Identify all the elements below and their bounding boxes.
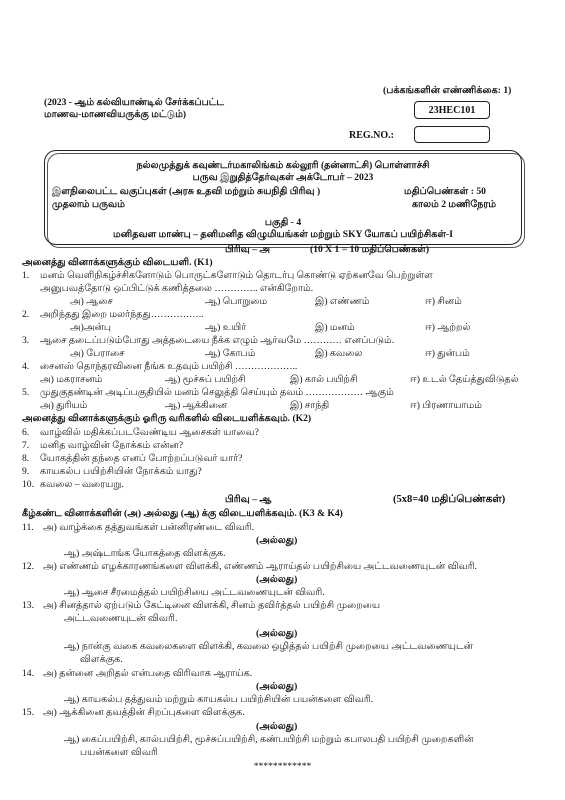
q15-number: 15. xyxy=(22,707,34,718)
q8-number: 8. xyxy=(22,453,30,464)
q1-option-b: ஆ) பொறுமை xyxy=(205,296,268,307)
exam-title: பருவ இறுதித்தேர்வுகள் அக்டோபர் – 2023 xyxy=(192,172,374,183)
q15-option-a: அ) ஆக்கினை தவத்தின் சிறப்புகளை விளக்குக. xyxy=(43,707,245,718)
q14-option-a: அ) தன்னை அறிதல் என்பதை விரிவாக ஆராய்க. xyxy=(43,668,253,679)
max-marks: மதிப்பெண்கள் : 50 xyxy=(404,186,486,197)
q1-option-a: அ) ஆசை xyxy=(70,296,113,307)
q4-option-b: ஆ) மூச்சுப் பயிற்சி xyxy=(165,374,246,385)
q11-or: (அல்லது) xyxy=(256,535,298,546)
q2-option-b: ஆ) உயிர் xyxy=(205,322,247,333)
q15-option-b: ஆ) கைப்பயிற்சி, கால்பயிற்சி, மூச்சுப்பயிற்சி, கண்பயிற்சி மற்றும் கபாலபதி பயிற்சி முறைகளின் xyxy=(64,734,474,745)
q1-text-line2: அனுபவத்தோடு ஒப்பிட்டுக் கணித்தலை ………….. என்கிறோம். xyxy=(40,283,314,294)
q2-text: அறிந்தது இறை மலர்ந்தது…………….. xyxy=(40,309,204,320)
q3-text: ஆசை தடைப்படும்போது அத்தடையை நீக்க எழும் ஆர்வமே ………… எனப்படும். xyxy=(40,335,395,346)
subject-title: மனிதவள மாண்பு – தனிமனித விழுமியங்கள் மற்றும் SKY யோகப் பயிற்சிகள்-I xyxy=(113,229,453,240)
q10-number: 10. xyxy=(22,479,34,490)
q14-option-b: ஆ) காயகல்ப தத்துவம் மற்றும் காயகல்ப பயிற்சியின் பயன்களை விவரி. xyxy=(64,694,374,705)
q13-number: 13. xyxy=(22,600,34,611)
q1-option-c: இ) எண்ணம் xyxy=(315,296,370,307)
q5-option-c: இ) சாந்தி xyxy=(290,400,330,411)
q3-option-d: ஈ) துன்பம் xyxy=(425,348,470,359)
q3-option-a: அ) பேராசை xyxy=(70,348,125,359)
q2-option-a: அ)அன்பு xyxy=(70,322,111,333)
q12-or: (அல்லது) xyxy=(256,574,298,585)
q11-number: 11. xyxy=(22,522,34,533)
q14-or: (அல்லது) xyxy=(256,681,298,692)
q3-option-c: இ) கவலை xyxy=(315,348,363,359)
q4-option-d: ஈ) உடல் தேய்த்துவிடுதல் xyxy=(410,374,519,385)
q5-option-a: அ) துரியம் xyxy=(40,400,88,411)
q5-number: 5. xyxy=(22,387,30,398)
course-info: இளநிலைபட்ட வகுப்புகள் (அரசு உதவி மற்றும் சுயநிதி பிரிவு ) xyxy=(52,186,321,197)
section-a-label: பிரிவு – அ xyxy=(225,244,271,255)
end-marker: ************ xyxy=(253,761,312,772)
q4-option-c: இ) கால் பயிற்சி xyxy=(290,374,358,385)
q2-option-d: ஈ) ஆற்றல் xyxy=(425,322,471,333)
q6-text: வாழ்வில் மதிக்கப்படவேண்டிய ஆசைகள் யாவை? xyxy=(40,427,259,438)
section-b-marks: (5x8=40 மதிப்பெண்கள்) xyxy=(393,494,506,505)
q1-option-d: ஈ) சினம் xyxy=(425,296,462,307)
q12-number: 12. xyxy=(22,561,34,572)
q9-number: 9. xyxy=(22,466,30,477)
short-answer-instruction: அனைத்து வினாக்களுக்கும் ஓரிரு வரிகளில் விடையளிக்கவும். (K2) xyxy=(22,413,312,424)
q13-or: (அல்லது) xyxy=(256,628,298,639)
reg-no-field[interactable] xyxy=(414,126,490,143)
page-count: (பக்கங்களின் எண்ணிக்கை: 1) xyxy=(383,85,512,96)
q5-option-b: ஆ) ஆக்கினை xyxy=(165,400,228,411)
q7-text: மனித வாழ்வின் நோக்கம் என்ன? xyxy=(40,440,184,451)
q4-text: சைனஸ் தொந்தரவினை நீங்க உதவும் பயிற்சி ……………….. xyxy=(40,361,298,372)
q13-option-b-line2: விளக்குக. xyxy=(80,654,123,665)
semester: முதலாம் பருவம் xyxy=(52,199,125,210)
q2-number: 2. xyxy=(22,309,30,320)
q6-number: 6. xyxy=(22,427,30,438)
q15-option-b-line2: பயன்களை விவரி xyxy=(80,747,158,758)
course-code-box: 23HEC101 xyxy=(414,101,490,119)
college-name: நல்லமுத்துக் கவுண்டர்மகாலிங்கம் கல்லூரி (தன்னாட்சி) பொள்ளாச்சி xyxy=(136,160,430,171)
q3-number: 3. xyxy=(22,335,30,346)
q14-number: 14. xyxy=(22,668,34,679)
q15-or: (அல்லது) xyxy=(256,721,298,732)
batch-note-line1: (2023 - ஆம் கல்வியாண்டில் சேர்க்கப்பட்ட xyxy=(44,97,225,108)
q13-option-a-line2: அட்டவணையுடன் விவரி. xyxy=(64,613,178,624)
section-a-marks: (10 X 1 = 10 மதிப்பெண்கள்) xyxy=(310,244,430,255)
section-a-instruction: அனைத்து வினாக்களுக்கும் விடையளி. (K1) xyxy=(22,257,213,268)
q7-number: 7. xyxy=(22,440,30,451)
q1-number: 1. xyxy=(22,270,30,281)
q2-option-c: இ) மனம் xyxy=(315,322,355,333)
q10-text: கவலை – வரையறு. xyxy=(40,479,124,490)
batch-note-line2: மாணவ-மாணவியருக்கு மட்டும்) xyxy=(44,109,187,120)
reg-no-label: REG.NO.: xyxy=(349,130,394,141)
q5-option-d: ஈ) பிரணாயாமம் xyxy=(410,400,482,411)
section-b-instruction: கீழ்கண்ட வினாக்களின் (அ) அல்லது (ஆ) க்கு விடையளிக்கவும். (K3 & K4) xyxy=(22,508,343,519)
q9-text: காயகல்ப பயிற்சியின் நோக்கம் யாது? xyxy=(40,466,202,477)
q5-text: முதுகுதண்டின் அடிப்பகுதியில் மனம் செலுத்தி செய்யும் தவம் ……………… ஆகும் xyxy=(40,387,394,398)
q12-option-b: ஆ) ஆசை சீரமைத்தல் பயிற்சியை அட்டவணையுடன் விவரி. xyxy=(64,587,325,598)
q13-option-a: அ) சினத்தால் ஏற்படும் கேட்டினை விளக்கி, சினம் தவிர்த்தல் பயிற்சி முறையை xyxy=(43,600,381,611)
section-b-label: பிரிவு – ஆ xyxy=(225,494,272,505)
q4-number: 4. xyxy=(22,361,30,372)
q8-text: யோகத்தின் தந்தை எனப் போற்றப்படுவர் யார்? xyxy=(40,453,243,464)
q11-option-b: ஆ) அஷ்டாங்க யோகத்தை விளக்குக. xyxy=(64,548,226,559)
q12-option-a: அ) எண்ணம் எழக்காரணங்களை விளக்கி, எண்ணம் ஆராய்தல் பயிற்சியை அட்டவணையுடன் விவரி. xyxy=(43,561,478,572)
part-label: பகுதி - 4 xyxy=(264,217,302,228)
duration: காலம் 2 மணிநேரம் xyxy=(412,199,497,210)
q1-text-line1: மனம் வெளிநிகழ்ச்சிகளோடும் பொருட்களோடும் தொடர்பு கொண்டு ஏற்கனவே பெற்றுள்ள xyxy=(40,270,433,281)
q11-option-a: அ) வாழ்க்கை தத்துவங்கள் பன்னிரண்டை விவரி. xyxy=(43,522,255,533)
q13-option-b: ஆ) நான்கு வகை கவலைகளை விளக்கி, கவலை ஒழித்தல் பயிற்சி முறையை அட்டவணையுடன் xyxy=(64,641,473,652)
q4-option-a: அ) மகராசனம் xyxy=(40,374,103,385)
q3-option-b: ஆ) கோபம் xyxy=(205,348,256,359)
